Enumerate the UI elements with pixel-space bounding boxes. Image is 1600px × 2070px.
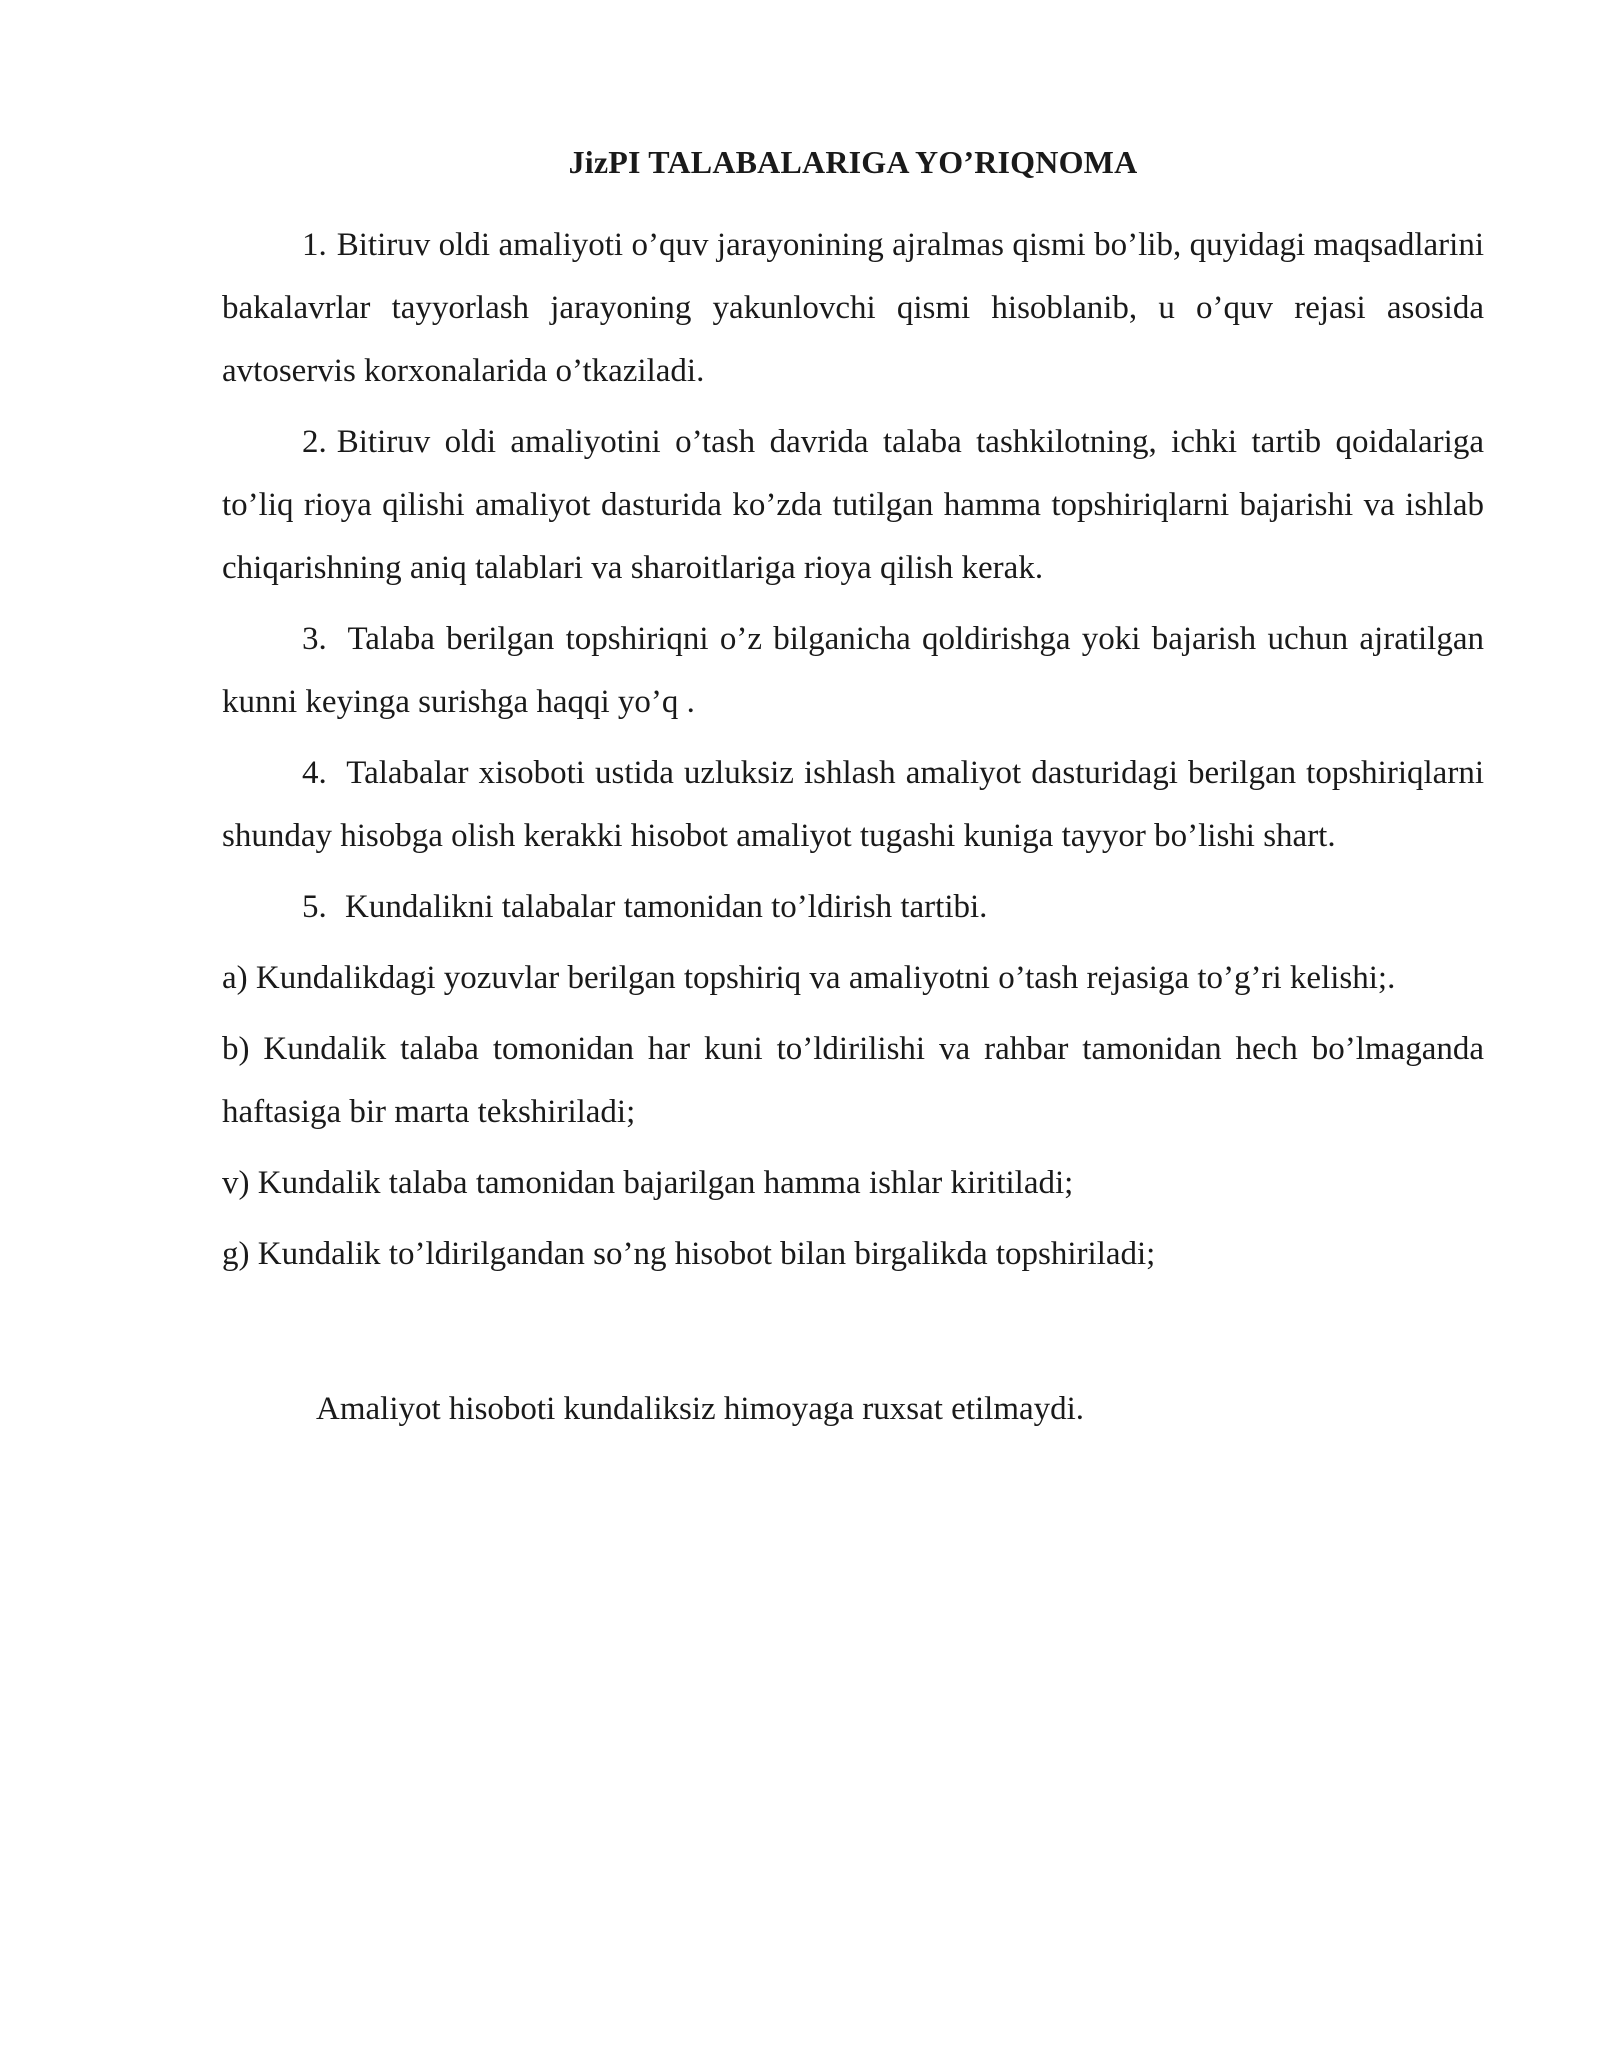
numbered-item-5 bbox=[222, 876, 1484, 939]
item-number: 2. bbox=[302, 424, 327, 460]
subitem-a: a) Kundalikdagi yozuvlar berilgan topshiriq va amaliyotni o’tash rejasiga to’g’ri kelishi;. bbox=[222, 960, 1396, 996]
subitem-b: b) Kundalik talaba tomonidan har kuni to’ldirilishi va rahbar tamonidan hech bo’lmaganda haftasiga bir marta tekshiriladi; bbox=[222, 1031, 1484, 1130]
item-text: Talaba berilgan topshiriqni o’z bilganicha qoldirishga yoki bajarish uchun ajratilgan kunni keyinga surishga haqqi yo’q . bbox=[222, 621, 1484, 720]
item-number: 1. bbox=[302, 227, 327, 263]
item-text: Bitiruv oldi amaliyotini o’tash davrida talaba tashkilotning, ichki tartib qoidalariga to’liq rioya qilishi amaliyot dasturida ko’zda tutilgan hamma topshiriqlarni bajarishi va ishlab chiqarishning aniq talablari va sharoitlariga rioya qilish kerak. bbox=[222, 424, 1484, 586]
numbered-item-3 bbox=[222, 608, 1484, 734]
subitem-g: g) Kundalik to’ldirilgandan so’ng hisobot bilan birgalikda topshiriladi; bbox=[222, 1236, 1156, 1272]
item-number: 5. bbox=[302, 889, 327, 925]
numbered-item-1 bbox=[222, 214, 1484, 403]
item-text: Kundalikni talabalar tamonidan to’ldirish tartibi. bbox=[345, 889, 988, 925]
closing-note: Amaliyot hisoboti kundaliksiz himoyaga ruxsat etilmaydi. bbox=[316, 1391, 1085, 1427]
item-text: Bitiruv oldi amaliyoti o’quv jarayonining ajralmas qismi bo’lib, quyidagi maqsadlarini bakalavrlar tayyorlash jarayoning yakunlovchi qismi hisoblanib, u o’quv rejasi asosida avtoservis korxonalarida o’tkaziladi. bbox=[222, 227, 1484, 389]
item-text: Talabalar xisoboti ustida uzluksiz ishlash amaliyot dasturidagi berilgan topshiriqlarni shunday hisobga olish kerakki hisobot amaliyot tugashi kuniga tayyor bo’lishi shart. bbox=[222, 755, 1484, 854]
document-title: JizPI TALABALARIGA YO’RIQNOMA bbox=[568, 144, 1138, 180]
document-body bbox=[222, 140, 1484, 1441]
subitem-v: v) Kundalik talaba tamonidan bajarilgan hamma ishlar kiritiladi; bbox=[222, 1165, 1074, 1201]
numbered-item-2 bbox=[222, 411, 1484, 600]
item-number: 4. bbox=[302, 755, 327, 791]
numbered-item-4 bbox=[222, 742, 1484, 868]
item-number: 3. bbox=[302, 621, 327, 657]
